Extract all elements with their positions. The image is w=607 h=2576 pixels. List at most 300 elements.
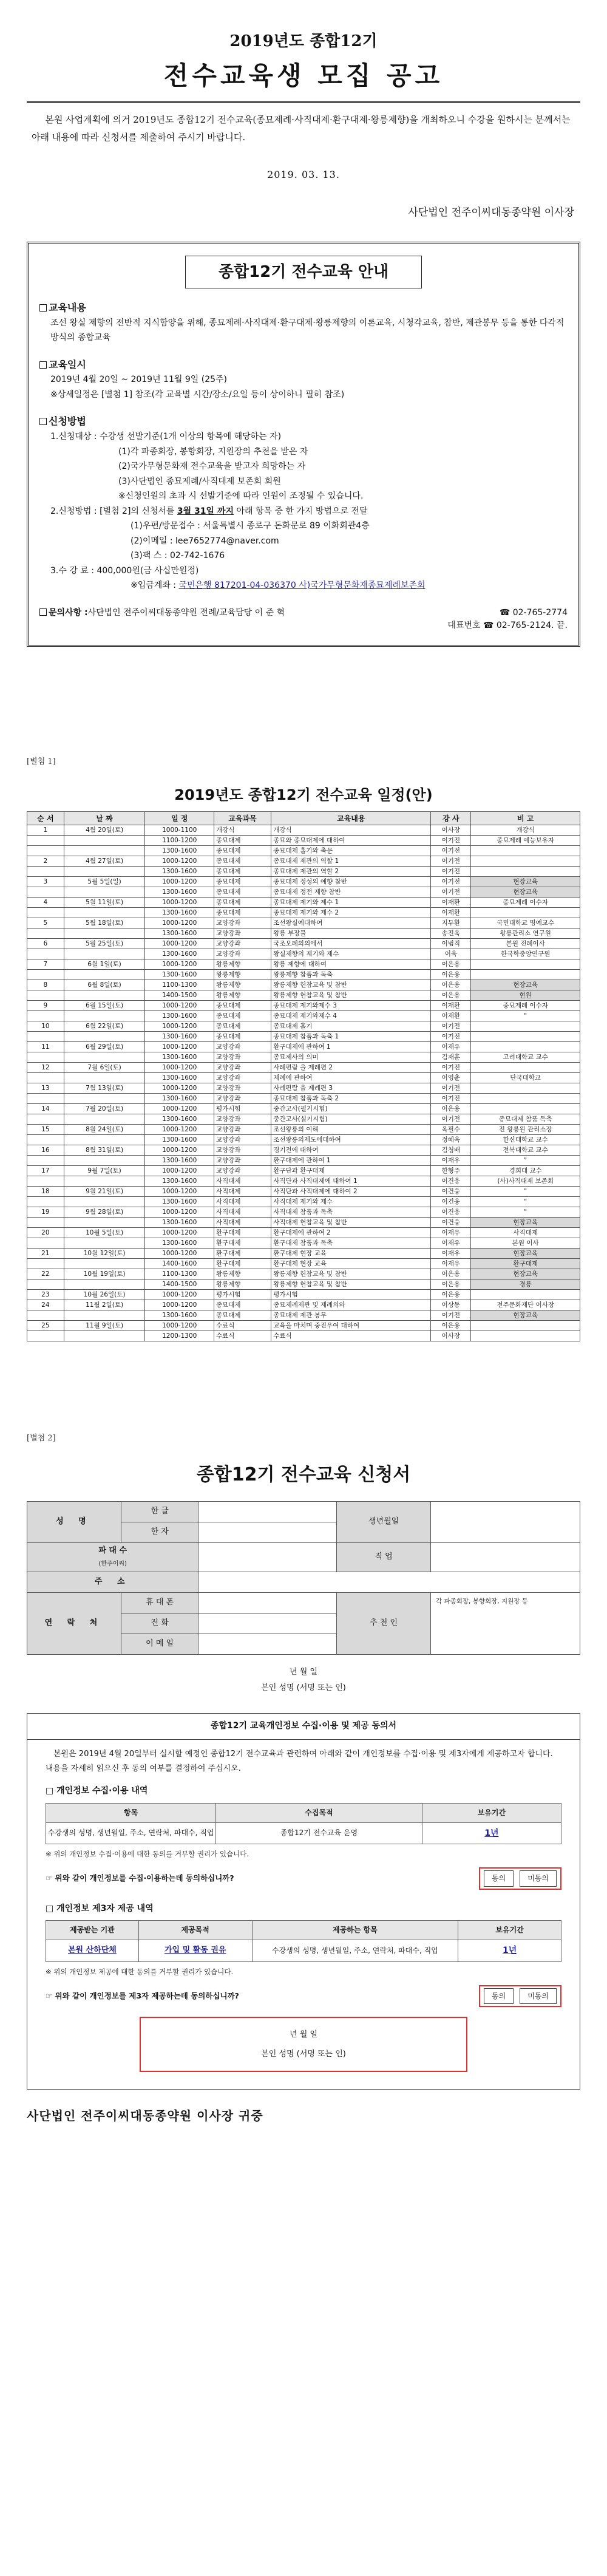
schedule-cell: 종묘대제 (214, 846, 271, 856)
disagree-checkbox[interactable]: 미동의 (520, 1870, 557, 1887)
schedule-cell: 종묘대제 (214, 908, 271, 918)
schedule-cell: 1300-1600 (145, 846, 214, 856)
schedule-cell: 8 (27, 980, 64, 990)
schedule-cell: 9월 7일(토) (64, 1166, 145, 1176)
th-retention: 보유기간 (422, 1803, 561, 1822)
schedule-cell: 22 (27, 1269, 64, 1279)
schedule-cell (64, 1218, 145, 1228)
schedule-cell (64, 990, 145, 1001)
schedule-cell: 왕릉제향 (214, 980, 271, 990)
schedule-cell: 종묘제례 예능보유자 (471, 836, 580, 846)
phone-2: 대표번호 ☎ 02-765-2124. 끝. (447, 621, 568, 631)
schedule-cell: 25 (27, 1321, 64, 1331)
schedule-row (27, 980, 580, 990)
schedule-cell: 종묘대제 제기와제수 3 (271, 1001, 431, 1011)
schedule-cell (27, 970, 64, 980)
schedule-row (27, 1331, 580, 1341)
notice-subtitle: 2019년도 종합12기 (229, 32, 378, 50)
schedule-cell: 1000-1200 (145, 1145, 214, 1156)
contact-label: 연 락 처 (27, 1593, 121, 1655)
schedule-cell: 교양강좌 (214, 1114, 271, 1125)
schedule-table (27, 811, 580, 1341)
schedule-cell: 1300-1600 (145, 970, 214, 980)
schedule-row (27, 1032, 580, 1042)
schedule-cell: 1000-1200 (145, 1063, 214, 1073)
schedule-cell: 교양강좌 (214, 939, 271, 949)
schedule-row (27, 1228, 580, 1238)
schedule-cell: 19 (27, 1207, 64, 1218)
schedule-cell: 1100-1200 (145, 836, 214, 846)
schedule-cell (27, 1176, 64, 1187)
schedule-cell: 이기전 (431, 1114, 471, 1125)
schedule-cell: 본원 전례이사 (471, 939, 580, 949)
schedule-cell: 13 (27, 1083, 64, 1094)
consent-sub2: □ 개인정보 제3자 제공 내역 (46, 1903, 154, 1913)
schedule-cell: 10월 12일(토) (64, 1249, 145, 1259)
schedule-header-cell: 교육내용 (271, 812, 431, 825)
schedule-cell: 옥필수 (431, 1125, 471, 1135)
schedule-row (27, 1238, 580, 1249)
schedule-cell: 중간고사(실기시험) (271, 1114, 431, 1125)
schedule-cell: 환구대제 참품과 독축 (271, 1238, 431, 1249)
schedule-cell (64, 970, 145, 980)
apply-method (39, 504, 568, 519)
notice-date: 2019. 03. 13. (267, 169, 340, 181)
account-line (39, 578, 568, 593)
schedule-cell (64, 1135, 145, 1145)
schedule-cell: 사직대제 (471, 1228, 580, 1238)
schedule-cell (27, 1052, 64, 1063)
schedule-cell: 왕릉 제향에 대하여 (271, 959, 431, 970)
consent-sign-box[interactable] (140, 2017, 467, 2071)
schedule-cell: 11 (27, 1042, 64, 1052)
schedule-row (27, 1114, 580, 1125)
schedule-cell: 23 (27, 1290, 64, 1300)
disagree-checkbox[interactable]: 미동의 (520, 1988, 557, 2005)
schedule-cell (471, 1331, 580, 1341)
schedule-cell: 국조오례의의에서 (271, 939, 431, 949)
schedule-cell (471, 908, 580, 918)
schedule-cell: 1000-1200 (145, 1083, 214, 1094)
schedule-cell (27, 1011, 64, 1021)
schedule-cell: 종묘제례제관 및 제례의와 (271, 1300, 431, 1310)
schedule-row (27, 898, 580, 908)
schedule-cell: 이기전 (431, 1063, 471, 1073)
schedule-cell: 환구대제 (214, 1238, 271, 1249)
schedule-cell (64, 887, 145, 898)
schedule-cell: 전 왕릉원 관리소장 (471, 1125, 580, 1135)
schedule-cell: 수료식 (214, 1331, 271, 1341)
schedule-cell (64, 1094, 145, 1104)
schedule-cell (471, 1321, 580, 1331)
schedule-cell: 1300-1600 (145, 949, 214, 959)
schedule-cell: 종묘대제 (214, 887, 271, 898)
schedule-cell: 1300-1600 (145, 1011, 214, 1021)
schedule-cell: 종묘대제 (214, 1011, 271, 1021)
schedule-cell (27, 1218, 64, 1228)
recommender-note[interactable]: 각 파종회장, 봉향회장, 지원장 등 (431, 1593, 580, 1655)
bank-account: 국민은행 817201-04-036370 사)국가무형문화재종묘제례보존회 (178, 581, 426, 591)
schedule-row (27, 1073, 580, 1083)
schedule-cell: 7 (27, 959, 64, 970)
schedule-cell: 6월 22일(토) (64, 1021, 145, 1032)
schedule-cell: 종묘대제 홀기와 축문 (271, 846, 431, 856)
schedule-cell: 5월 11일(토) (64, 898, 145, 908)
consent-sub1: □ 개인정보 수집·이용 내역 (46, 1786, 148, 1796)
schedule-cell: 교양강좌 (214, 1052, 271, 1063)
schedule-cell: 왕릉제향 헌참교육 및 참반 (271, 990, 431, 1001)
period-note: ※상세일정은 [별첨 1] 참조(각 교육별 시간/장소/요일 등이 상이하니 필히 참조) (50, 389, 345, 400)
schedule-cell: 1000-1200 (145, 1125, 214, 1135)
schedule-cell: 9월 28일(토) (64, 1207, 145, 1218)
schedule-cell: 15 (27, 1125, 64, 1135)
schedule-cell: 이재환 (431, 908, 471, 918)
schedule-cell: 20 (27, 1228, 64, 1238)
mobile-input[interactable] (198, 1593, 337, 1613)
criteria-item: (2)국가무형문화재 전수교육을 받고자 희망하는 자 (118, 462, 306, 472)
schedule-cell (27, 1310, 64, 1321)
content-text: 조선 왕실 제향의 전반적 지식함양을 위해, 종묘제례·사직대제·환구대제·왕릉제향의 이론교육, 시청각교육, 참반, 제관봉무 등을 통한 다각적 방식의 종합교육 (50, 318, 565, 343)
schedule-cell: 개강식 (214, 825, 271, 836)
schedule-cell: 교양강좌 (214, 929, 271, 939)
schedule-cell (471, 959, 580, 970)
schedule-cell: 종묘대제 (214, 836, 271, 846)
schedule-cell (471, 846, 580, 856)
schedule-row (27, 825, 580, 836)
job-label: 직 업 (337, 1543, 431, 1572)
schedule-row (27, 1321, 580, 1331)
checkbox-icon (39, 304, 47, 312)
schedule-cell: 이은용 (431, 990, 471, 1001)
intro-paragraph: 본원 사업계획에 의거 2019년도 종합12기 전수교육(종묘제례·사직대제·환구대제·왕릉제향)을 개최하오니 수강을 원하시는 분께서는 아래 내용에 따라 신청서를 제출하여 주시기 바랍니다. (32, 114, 571, 143)
schedule-cell (27, 949, 64, 959)
birth-input[interactable] (431, 1502, 580, 1543)
schedule-cell: 교양강좌 (214, 1042, 271, 1052)
guide-title: 종합12기 전수교육 안내 (185, 256, 422, 288)
schedule-cell: 사직대제 헌참교육 및 참반 (271, 1218, 431, 1228)
schedule-cell: 1300-1600 (145, 929, 214, 939)
schedule-cell: 1000-1200 (145, 1300, 214, 1310)
channel-post: (1)우편/방문접수 : 서울특별시 종로구 돈화문로 89 이화회관4층 (131, 521, 370, 531)
schedule-cell (64, 1259, 145, 1269)
schedule-row (27, 1279, 580, 1290)
schedule-cell: 18 (27, 1187, 64, 1197)
schedule-row (27, 970, 580, 980)
checkbox-icon (39, 361, 47, 369)
schedule-title: 2019년도 종합12기 전수교육 일정(안) (174, 786, 433, 804)
schedule-cell: 이은용 (431, 959, 471, 970)
schedule-cell: 이기전 (431, 1083, 471, 1094)
schedule-header-cell: 강 사 (431, 812, 471, 825)
schedule-cell (471, 1104, 580, 1114)
schedule-cell: 수료식 (271, 1331, 431, 1341)
schedule-cell (64, 1114, 145, 1125)
schedule-header-cell: 날 짜 (64, 812, 145, 825)
schedule-cell: " (471, 1187, 580, 1197)
schedule-cell: 지두환 (431, 918, 471, 929)
schedule-cell (64, 836, 145, 846)
contact-label: 문의사항 : (49, 607, 88, 618)
schedule-cell: 교양강좌 (214, 1063, 271, 1073)
schedule-cell (471, 1083, 580, 1094)
schedule-cell: 사례편람 을 제례편 3 (271, 1083, 431, 1094)
schedule-cell: 사직대제 (214, 1197, 271, 1207)
th-purpose: 수집목적 (216, 1803, 422, 1822)
schedule-cell: 종묘대제 제기와 제수 2 (271, 908, 431, 918)
schedule-cell: 환구대제 (214, 1249, 271, 1259)
criteria-item: (1)각 파종회장, 봉향회장, 지원장의 추천을 받은 자 (118, 446, 308, 457)
schedule-cell (27, 1156, 64, 1166)
schedule-cell: 사례편람 을 제례편 2 (271, 1063, 431, 1073)
schedule-cell: 전북대학교 교수 (471, 1145, 580, 1156)
schedule-cell: 왕릉관리소 연구원 (471, 929, 580, 939)
schedule-cell (27, 867, 64, 877)
contact-text: 사단법인 전주이씨대동종약원 전례/교육담당 이 준 혁 (87, 607, 285, 618)
schedule-cell: 이기전 (431, 867, 471, 877)
schedule-header-cell: 일 정 (145, 812, 214, 825)
channel-email[interactable]: (2)이메일 : lee7652774@naver.com (131, 536, 279, 546)
schedule-row (27, 1001, 580, 1011)
schedule-cell: 종묘대제 제관의 역할 2 (271, 867, 431, 877)
schedule-cell: 이재우 (431, 1259, 471, 1269)
schedule-cell: 1300-1600 (145, 1073, 214, 1083)
schedule-row (27, 887, 580, 898)
schedule-cell: 6 (27, 939, 64, 949)
email-input[interactable] (198, 1634, 337, 1655)
schedule-cell: 1000-1200 (145, 1042, 214, 1052)
schedule-cell: 경기전에 대하여 (271, 1145, 431, 1156)
schedule-cell: 본원 이사 (471, 1238, 580, 1249)
schedule-cell (64, 1011, 145, 1021)
hanja-input[interactable] (198, 1522, 337, 1543)
schedule-cell: 이기전 (431, 846, 471, 856)
schedule-cell (64, 1197, 145, 1207)
annex1-label: [별첨 1] (27, 757, 56, 767)
schedule-cell: 사직대제 제기와 제수 (271, 1197, 431, 1207)
schedule-cell: 교양강좌 (214, 1145, 271, 1156)
email-label: 이 메 일 (121, 1634, 198, 1655)
schedule-cell (471, 1094, 580, 1104)
schedule-cell: 10월 5일(토) (64, 1228, 145, 1238)
schedule-cell: 이영춘 (431, 1073, 471, 1083)
schedule-cell: 왕릉제향 헌참교육 및 참반 (271, 1279, 431, 1290)
annex2-section (27, 1433, 580, 2125)
schedule-cell: 이건웅 (431, 1218, 471, 1228)
agree-checkbox[interactable]: 동의 (484, 1870, 514, 1887)
sign-line[interactable]: 본인 성명 (서명 또는 인) (261, 1683, 346, 1693)
schedule-cell: 교양강좌 (214, 1125, 271, 1135)
apply-target: 1.신청대상 : 수강생 선발기준(1개 이상의 항목에 해당하는 자) (50, 432, 282, 442)
th-item: 항목 (46, 1803, 216, 1822)
schedule-cell (64, 1176, 145, 1187)
schedule-cell: (사)사직대제 보존회 (471, 1176, 580, 1187)
schedule-cell (27, 846, 64, 856)
agree-checkbox[interactable]: 동의 (484, 1988, 514, 2005)
schedule-cell: 교육을 마치며 중진우여 대하여 (271, 1321, 431, 1331)
phone-input[interactable] (198, 1613, 337, 1634)
schedule-cell: 김재훈 (431, 1052, 471, 1063)
schedule-cell: 1100-1300 (145, 1269, 214, 1279)
consent-form (27, 1713, 580, 2090)
th-provide-items: 제공하는 항목 (252, 1921, 458, 1940)
schedule-cell: 송진욱 (431, 929, 471, 939)
schedule-cell: 1100-1300 (145, 980, 214, 990)
schedule-header-cell: 교육과목 (214, 812, 271, 825)
schedule-cell: 1300-1600 (145, 1176, 214, 1187)
schedule-cell: 제례에 관하여 (271, 1073, 431, 1083)
issuer-org: 사단법인 전주이씨대동종약원 이사장 (408, 206, 574, 219)
schedule-cell (27, 929, 64, 939)
schedule-cell: 이은용 (431, 970, 471, 980)
schedule-cell: 종묘대제 (214, 898, 271, 908)
schedule-cell: 1400-1500 (145, 1279, 214, 1290)
schedule-cell: " (471, 1197, 580, 1207)
mobile-label: 휴 대 폰 (121, 1593, 198, 1613)
schedule-cell: 수료식 (214, 1321, 271, 1331)
schedule-row (27, 1187, 580, 1197)
consent-question2: ☞ 위와 같이 개인정보를 제3자 제공하는데 동의하십니까? (46, 1991, 239, 2001)
schedule-cell: 10월 19일(토) (64, 1269, 145, 1279)
schedule-cell: 1000-1200 (145, 877, 214, 887)
schedule-cell: 종묘대제 참품과 독축 2 (271, 1094, 431, 1104)
schedule-cell: 조선왕실예대하여 (271, 918, 431, 929)
schedule-cell: 환구대제에 관하여 1 (271, 1042, 431, 1052)
hangul-input[interactable] (198, 1502, 337, 1522)
schedule-cell: 왕릉제향 (214, 959, 271, 970)
channel-fax: (3)팩 스 : 02-742-1676 (131, 551, 225, 561)
schedule-row (27, 1218, 580, 1228)
hanja-label: 한 자 (121, 1522, 198, 1543)
contact-row (39, 607, 568, 633)
schedule-row (27, 1176, 580, 1187)
schedule-cell (64, 846, 145, 856)
schedule-cell: 1000-1200 (145, 918, 214, 929)
schedule-cell (27, 1279, 64, 1290)
schedule-cell: 1000-1200 (145, 1290, 214, 1300)
schedule-cell: 교양강좌 (214, 1166, 271, 1176)
schedule-cell: 이은용 (431, 1104, 471, 1114)
schedule-cell: 종묘제례 이수자 (471, 898, 580, 908)
clan-input[interactable] (198, 1543, 337, 1572)
schedule-row (27, 1052, 580, 1063)
schedule-cell: 이재우 (431, 1042, 471, 1052)
schedule-cell: 1300-1600 (145, 867, 214, 877)
schedule-cell: 1300-1600 (145, 1197, 214, 1207)
schedule-cell: 4월 20일(토) (64, 825, 145, 836)
schedule-cell: 1000-1200 (145, 1001, 214, 1011)
section-content (39, 301, 568, 346)
schedule-cell: 조선왕릉의제도에대하여 (271, 1135, 431, 1145)
schedule-cell: 종묘대제 (214, 1300, 271, 1310)
schedule-row (27, 1249, 580, 1259)
schedule-cell: 현장교육 (471, 980, 580, 990)
schedule-cell: 21 (27, 1249, 64, 1259)
schedule-cell: 왕릉제향 (214, 1279, 271, 1290)
schedule-cell: " (471, 1207, 580, 1218)
schedule-cell: 이재환 (431, 1011, 471, 1021)
td-item: 수강생의 성명, 생년월일, 주소, 연락처, 파대수, 직업 (46, 1822, 216, 1844)
schedule-cell: 현원 (471, 990, 580, 1001)
schedule-cell (27, 1259, 64, 1269)
schedule-cell: 현장교육 (471, 1218, 580, 1228)
schedule-cell (27, 887, 64, 898)
schedule-cell: 평가시험 (271, 1290, 431, 1300)
schedule-cell: 이건웅 (431, 1187, 471, 1197)
schedule-row (27, 1104, 580, 1114)
schedule-cell: 종묘와 종묘대제에 대하여 (271, 836, 431, 846)
schedule-cell: 현장교육 (471, 1269, 580, 1279)
td-recipient: 본원 산하단체 (46, 1940, 139, 1962)
address-input[interactable] (198, 1572, 580, 1593)
criteria-item: (3)사단법인 종묘제례/사직대제 보존회 회원 (118, 476, 281, 486)
schedule-cell: 1300-1600 (145, 1032, 214, 1042)
schedule-cell: 교양강좌 (214, 1135, 271, 1145)
consent-note1: ※ 위의 개인정보 수집·이용에 대한 동의를 거부할 권리가 있습니다. (46, 1850, 249, 1859)
schedule-cell: 1000-1100 (145, 825, 214, 836)
schedule-cell: 이은용 (431, 1269, 471, 1279)
schedule-cell: 김청배 (431, 1145, 471, 1156)
section-heading: 교육일시 (49, 358, 86, 370)
section-heading: 교육내용 (49, 301, 86, 313)
schedule-cell (27, 1094, 64, 1104)
schedule-cell: 이기전 (431, 856, 471, 867)
schedule-cell: 5월 18일(토) (64, 918, 145, 929)
schedule-cell: 이상동 (431, 1300, 471, 1310)
schedule-cell: 종묘대제 (214, 1032, 271, 1042)
schedule-cell: 1300-1600 (145, 1135, 214, 1145)
schedule-cell: 3 (27, 877, 64, 887)
schedule-cell: 이은용 (431, 980, 471, 990)
schedule-cell: 1300-1600 (145, 908, 214, 918)
schedule-cell: 4월 27일(토) (64, 856, 145, 867)
checkbox-icon (39, 608, 47, 616)
schedule-cell: 7월 20일(토) (64, 1104, 145, 1114)
schedule-cell: 이건웅 (431, 1176, 471, 1187)
recommender-label: 추 천 인 (337, 1593, 431, 1655)
schedule-cell: 사직대제 (214, 1207, 271, 1218)
schedule-cell (471, 867, 580, 877)
schedule-cell: 1000-1200 (145, 1207, 214, 1218)
schedule-cell: 이재환 (431, 898, 471, 908)
schedule-row (27, 908, 580, 918)
schedule-cell: 종묘대제 참품과 독축 1 (271, 1032, 431, 1042)
schedule-cell: 종묘대제 (214, 867, 271, 877)
schedule-cell: 10월 26일(토) (64, 1290, 145, 1300)
schedule-row (27, 949, 580, 959)
schedule-cell (64, 929, 145, 939)
td-provide-retention: 1년 (458, 1940, 561, 1962)
schedule-cell: 고려대학교 교수 (471, 1052, 580, 1063)
schedule-header-cell: 비 고 (471, 812, 580, 825)
schedule-row (27, 1156, 580, 1166)
schedule-cell: 1000-1200 (145, 1104, 214, 1114)
schedule-cell: 이재우 (431, 1228, 471, 1238)
schedule-cell: 이사장 (431, 1331, 471, 1341)
schedule-cell: 현장교육 (471, 1249, 580, 1259)
schedule-cell: 24 (27, 1300, 64, 1310)
job-input[interactable] (431, 1543, 580, 1572)
schedule-cell: 1400-1500 (145, 990, 214, 1001)
schedule-row (27, 1269, 580, 1279)
schedule-cell (27, 1331, 64, 1341)
section-apply (39, 414, 568, 593)
schedule-row (27, 836, 580, 846)
schedule-cell: 정혜옥 (431, 1135, 471, 1145)
schedule-cell: 종묘대제 (214, 877, 271, 887)
schedule-cell: 이기전 (431, 1032, 471, 1042)
schedule-cell: 4 (27, 898, 64, 908)
schedule-cell: 7월 6일(토) (64, 1063, 145, 1073)
